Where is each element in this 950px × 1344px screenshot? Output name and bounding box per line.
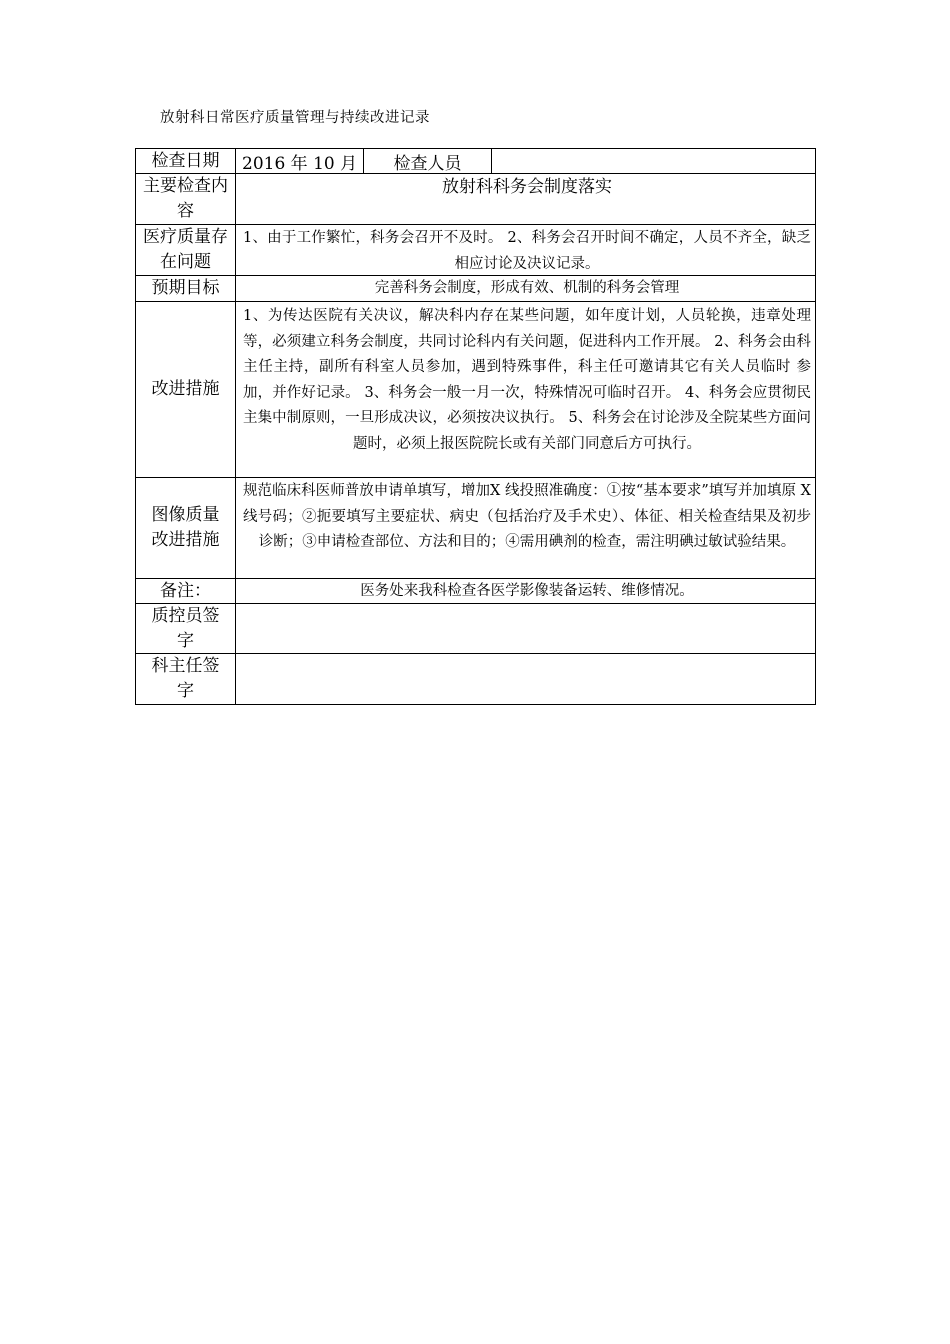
director-signature-value[interactable]	[236, 654, 815, 704]
row-main-content	[136, 174, 815, 225]
image-quality-value: 规范临床科医师普放申请单填写，增加X 线投照准确度：①按“基本要求”填写并加填原 X 线号码；②扼要填写主要症状、病史（包括治疗及手术史）、体征、相关检查结果及初步诊断；③申请检查部位、方法和目的；④需用碘剂的检查，需注明碘过敏试验结果。	[243, 483, 811, 550]
row-issues	[136, 225, 815, 276]
document-title: 放射科日常医疗质量管理与持续改进记录	[160, 110, 430, 126]
record-table	[135, 148, 816, 705]
label-image-quality: 图像质量改进措施	[136, 478, 236, 578]
row-image-quality	[136, 478, 815, 579]
label-date: 检查日期	[136, 149, 236, 173]
row-goal	[136, 276, 815, 302]
label-issues: 医疗质量存在问题	[136, 225, 236, 275]
qc-signature-value[interactable]	[236, 604, 815, 653]
row-director-signature	[136, 654, 815, 704]
remarks-value: 医务处来我科检查各医学影像装备运转、维修情况。	[360, 582, 694, 599]
goal-value: 完善科务会制度，形成有效、机制的科务会管理	[374, 280, 680, 297]
inspector-value[interactable]	[492, 149, 815, 173]
main-content-value: 放射科科务会制度落实	[442, 177, 612, 197]
issues-value: 1、由于工作繁忙，科务会召开不及时。 2、科务会召开时间不确定，人员不齐全，缺乏相应讨论及决议记录。	[243, 230, 811, 272]
row-remarks	[136, 579, 815, 604]
label-main-content: 主要检查内容	[136, 174, 236, 224]
label-goal: 预期目标	[136, 276, 236, 301]
date-value: 2016 年 10 月	[236, 149, 364, 173]
row-date	[136, 149, 815, 174]
label-director-signature: 科主任签字	[136, 654, 236, 704]
label-measures: 改进措施	[136, 302, 236, 477]
inspector-label: 检查人员	[364, 149, 492, 173]
label-qc-signature: 质控员签字	[136, 604, 236, 653]
label-remarks: 备注：	[136, 579, 236, 603]
measures-value: 1、为传达医院有关决议，解决科内存在某些问题，如年度计划，人员轮换，违章处理等，必须建立科务会制度，共同讨论科内有关问题，促进科内工作开展。 2、科务会由科主任主持，副所有科室人员参加，遇到特殊事件，科主任可邀请其它有关人员临时 参加，并作好记录。 3、科务会一般一月一次，特殊情况可临时召开。 4、科务会应贯彻民主集中制原则，一旦形成决议，必须按决议执行。 5、科务会在讨论涉及全院某些方面问题时，必须上报医院院长或有关部门同意后方可执行。	[243, 308, 811, 452]
row-qc-signature	[136, 604, 815, 654]
row-measures	[136, 302, 815, 478]
